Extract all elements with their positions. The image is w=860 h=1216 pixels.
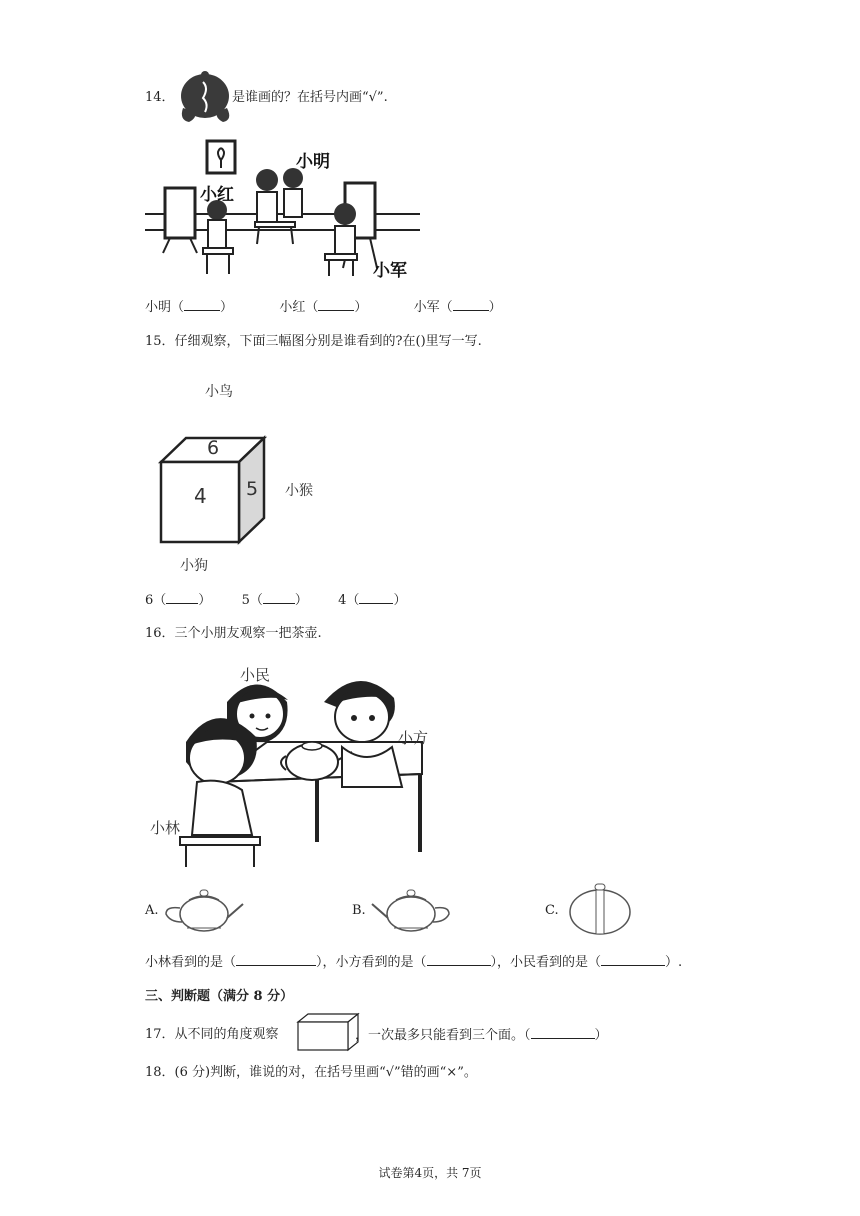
q15-answers: 6（ ） 5（ ） 4（ ）: [145, 593, 407, 608]
cube-face-front: 4: [194, 484, 207, 508]
q14-label-xiaoming: 小明: [296, 152, 330, 172]
option-c-label: C.: [545, 903, 559, 918]
q15-question: 15．仔细观察，下面三幅图分别是谁看到的?在()里写一写.: [145, 334, 482, 349]
cube-face-top: 6: [207, 437, 220, 459]
q14-question: 是谁画的？在括号内画“√”.: [232, 90, 388, 105]
answer-blank[interactable]: [263, 591, 295, 604]
q18-question: 18．(6 分)判断，谁说的对，在括号里画“√”错的画“×”。: [145, 1065, 477, 1080]
cube-face-side: 5: [246, 478, 259, 500]
q14-label-xiaojun: 小军: [373, 261, 407, 281]
q15-label-bird: 小鸟: [205, 384, 233, 400]
q14-label-xiaohong: 小红: [200, 185, 234, 205]
q17-suffix: ，一次最多只能看到三个面。（ ）: [355, 1028, 608, 1043]
q16-label-xiaomin: 小民: [240, 666, 271, 684]
q15-label-dog: 小狗: [180, 558, 208, 574]
cuboid-icon: [296, 1012, 360, 1052]
option-b-label: B.: [352, 903, 366, 918]
section-3-title: 三、判断题（满分 8 分）: [145, 989, 294, 1004]
teapot-icon: [163, 884, 245, 934]
option-a-label: A.: [145, 903, 159, 918]
q16-label-xiaolin: 小林: [150, 819, 181, 837]
q16-label-xiaofang: 小方: [398, 729, 429, 747]
q14-prefix: 14．: [145, 90, 175, 105]
answer-blank[interactable]: [318, 298, 354, 311]
answer-blank[interactable]: [184, 298, 220, 311]
q17-prefix: 17．从不同的角度观察: [145, 1027, 279, 1042]
q16-answers: 小林看到的是（ ），小方看到的是（ ），小民看到的是（ ）.: [145, 955, 683, 970]
answer-blank[interactable]: [453, 298, 489, 311]
girl-painting-icon: [175, 68, 235, 128]
answer-blank[interactable]: [531, 1026, 595, 1039]
teapot-icon: [565, 882, 635, 937]
answer-blank[interactable]: [236, 953, 316, 966]
answer-blank[interactable]: [166, 591, 198, 604]
answer-blank[interactable]: [359, 591, 393, 604]
q15-label-monkey: 小猴: [285, 483, 313, 499]
q14-answers: 小明（ ） 小红（ ） 小军（ ）: [145, 300, 502, 315]
q16-question: 16．三个小朋友观察一把茶壶.: [145, 626, 322, 641]
page-footer: 试卷第4页，共 7页: [378, 1166, 482, 1180]
teapot-icon: [370, 884, 452, 934]
answer-blank[interactable]: [601, 953, 665, 966]
q16-teapot-scene: [172, 662, 452, 867]
answer-blank[interactable]: [427, 953, 491, 966]
